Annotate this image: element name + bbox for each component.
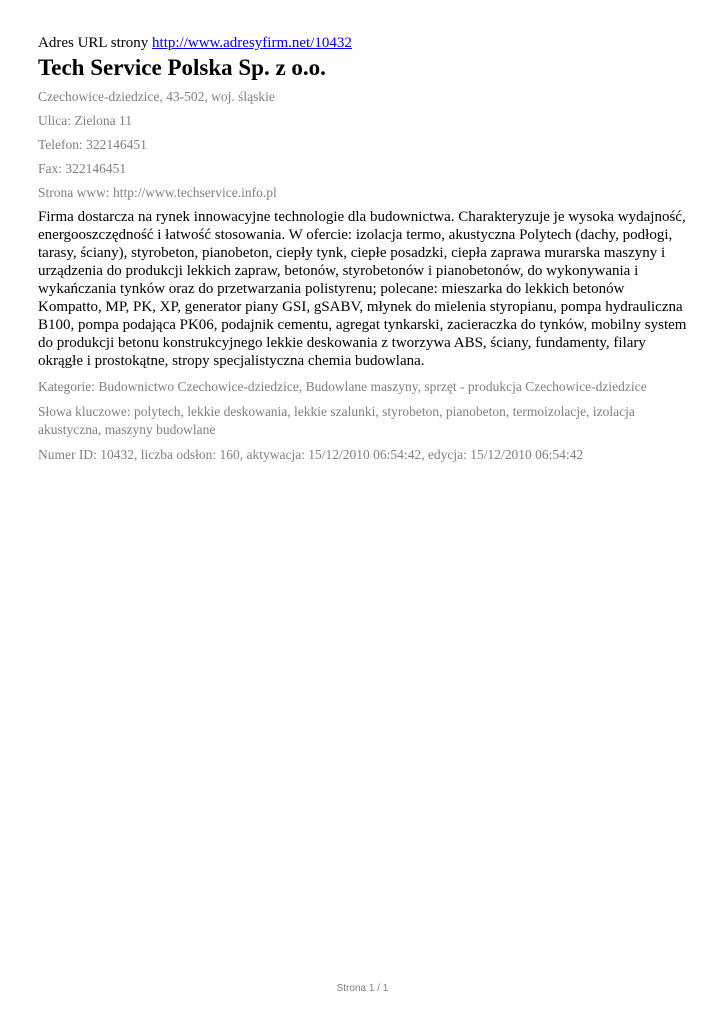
company-name: Tech Service Polska Sp. z o.o. [38, 55, 326, 80]
source-url-link[interactable]: http://www.adresyfirm.net/10432 [152, 35, 352, 51]
page-number: Strona 1 / 1 [336, 983, 389, 994]
company-phone: Telefon: 322146451 [38, 137, 147, 152]
company-keywords: Słowa kluczowe: polytech, lekkie deskowania, lekkie szalunki, styrobeton, pianobeton, termoizolacje, izolacja akustyczna, maszyny budowlane [38, 404, 635, 437]
company-website: Strona www: http://www.techservice.info.pl [38, 185, 277, 200]
company-street: Ulica: Zielona 11 [38, 113, 132, 128]
source-url-line [38, 32, 690, 54]
company-fax: Fax: 322146451 [38, 161, 127, 176]
source-url-label: Adres URL strony [38, 35, 149, 51]
company-description: Firma dostarcza na rynek innowacyjne technologie dla budownictwa. Charakteryzuje je wysoka wydajność, energooszczędność i łatwość stosowania. W ofercie: izolacja termo, akustyczna Polytech (dachy, podłogi, tarasy, ściany), styrobeton, pianobeton, ciepły tynk, ciepłe posadzki, ciepła zaprawa murarska maszyny i urządzenia do produkcji lekkich zapraw, betonów, styrobetonów i pianobetonów, do wykonywania i wykańczania tynków oraz do przetwarzania polistyrenu; polecane: mieszarka do lekkich betonów Kompatto, MP, PK, XP, generator piany GSI, gSABV, młynek do mielenia styropianu, pompa hydrauliczna B100, pompa podająca PK06, podajnik cementu, agregat tynkarski, zacieraczka do tynków, mobilny system do produkcji betonu konstrukcyjnego lekkie deskowania z tworzywa ABS, ściany, fundamenty, filary okrągłe i prostokątne, stropy specjalistyczna chemia budowlana. [38, 209, 687, 369]
record-info: Numer ID: 10432, liczba odsłon: 160, aktywacja: 15/12/2010 06:54:42, edycja: 15/12/2010 06:54:42 [38, 447, 584, 462]
company-categories: Kategorie: Budownictwo Czechowice-dziedzice, Budowlane maszyny, sprzęt - produkcja Czechowice-dziedzice [38, 379, 647, 394]
document-page [38, 32, 690, 471]
company-location: Czechowice-dziedzice, 43-502, woj. śląskie [38, 89, 275, 104]
